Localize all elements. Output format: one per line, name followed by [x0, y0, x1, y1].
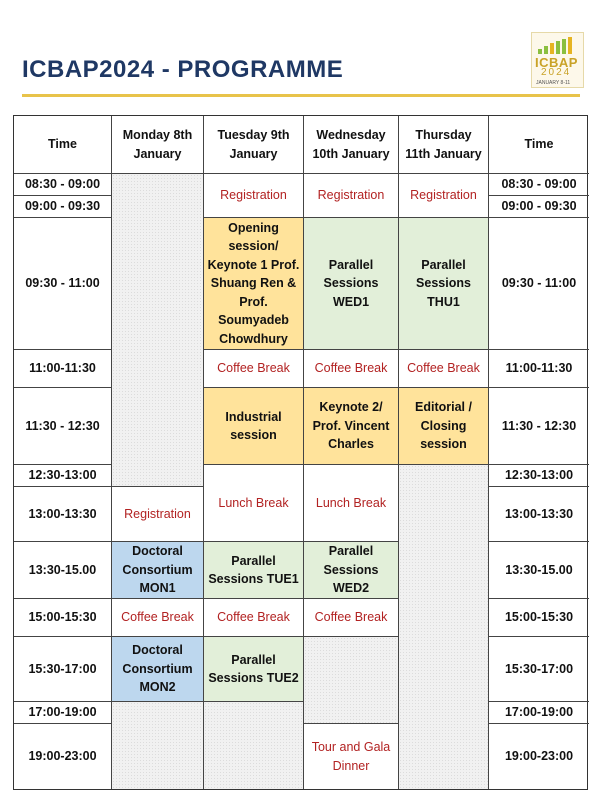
wednesday-parallel-sessions-2: Parallel Sessions WED2: [304, 542, 399, 599]
header-wednesday: Wednesday 10th January: [304, 116, 399, 174]
time-cell: 15:30-17:00: [489, 637, 589, 702]
monday-empty-evening: [112, 702, 204, 789]
wednesday-parallel-sessions-1: Parallel Sessions WED1: [304, 218, 399, 350]
header-time-right: Time: [489, 116, 589, 174]
time-cell: 11:30 - 12:30: [489, 388, 589, 465]
time-cell: 13:00-13:30: [489, 487, 589, 542]
wednesday-coffee-break-2: Coffee Break: [304, 599, 399, 637]
time-cell: 11:00-11:30: [489, 350, 589, 388]
time-cell: 12:30-13:00: [489, 465, 589, 487]
monday-doctoral-consortium-2: Doctoral Consortium MON2: [112, 637, 204, 702]
monday-registration: Registration: [112, 487, 204, 542]
tuesday-parallel-sessions-2: Parallel Sessions TUE2: [204, 637, 304, 702]
time-cell: 13:30-15.00: [14, 542, 112, 599]
time-cell: 12:30-13:00: [14, 465, 112, 487]
thursday-coffee-break: Coffee Break: [399, 350, 489, 388]
monday-empty-slot: [112, 174, 204, 487]
thursday-registration: Registration: [399, 174, 489, 218]
time-cell: 09:00 - 09:30: [14, 196, 112, 218]
header-monday: Monday 8th January: [112, 116, 204, 174]
wednesday-registration: Registration: [304, 174, 399, 218]
time-cell: 08:30 - 09:00: [489, 174, 589, 196]
time-cell: 15:00-15:30: [14, 599, 112, 637]
programme-table: [13, 115, 588, 790]
time-cell: 17:00-19:00: [14, 702, 112, 724]
monday-doctoral-consortium-1: Doctoral Consortium MON1: [112, 542, 204, 599]
time-cell: 15:30-17:00: [14, 637, 112, 702]
time-cell: 09:30 - 11:00: [489, 218, 589, 350]
tuesday-opening-keynote: Opening session/ Keynote 1 Prof. Shuang Ren & Prof. Soumyadeb Chowdhury: [204, 218, 304, 350]
logo-dates: JANUARY 8-11: [536, 80, 571, 86]
wednesday-coffee-break-1: Coffee Break: [304, 350, 399, 388]
tuesday-registration: Registration: [204, 174, 304, 218]
time-cell: 11:00-11:30: [14, 350, 112, 388]
wednesday-lunch-break: Lunch Break: [304, 465, 399, 542]
time-cell: 08:30 - 09:00: [14, 174, 112, 196]
tuesday-parallel-sessions-1: Parallel Sessions TUE1: [204, 542, 304, 599]
time-cell: 17:00-19:00: [489, 702, 589, 724]
wednesday-keynote-2: Keynote 2/ Prof. Vincent Charles: [304, 388, 399, 465]
thursday-closing-session: Editorial / Closing session: [399, 388, 489, 465]
logo-text: ICBAP: [535, 55, 578, 70]
thursday-parallel-sessions-1: Parallel Sessions THU1: [399, 218, 489, 350]
time-cell: 15:00-15:30: [489, 599, 589, 637]
wednesday-gala-dinner: Tour and Gala Dinner: [304, 724, 399, 789]
header-tuesday: Tuesday 9th January: [204, 116, 304, 174]
header-thursday: Thursday 11th January: [399, 116, 489, 174]
logo-bars-icon: [538, 37, 576, 54]
time-cell: 09:00 - 09:30: [489, 196, 589, 218]
monday-coffee-break: Coffee Break: [112, 599, 204, 637]
time-cell: 11:30 - 12:30: [14, 388, 112, 465]
time-cell: 13:00-13:30: [14, 487, 112, 542]
tuesday-empty-evening: [204, 702, 304, 789]
time-cell: 13:30-15.00: [489, 542, 589, 599]
wednesday-empty-afternoon: [304, 637, 399, 724]
tuesday-coffee-break-1: Coffee Break: [204, 350, 304, 388]
thursday-empty-slot: [399, 465, 489, 789]
page-title: ICBAP2024 - PROGRAMME: [22, 56, 344, 83]
logo-year: 2024: [541, 67, 572, 78]
tuesday-industrial-session: Industrial session: [204, 388, 304, 465]
title-underline: [22, 94, 580, 97]
time-cell: 19:00-23:00: [504, 749, 574, 764]
time-cell: 09:30 - 11:00: [14, 218, 112, 350]
conference-logo: [531, 32, 584, 88]
time-cell: 19:00-23:00: [14, 724, 112, 789]
header-time-left: Time: [14, 116, 112, 174]
tuesday-lunch-break: Lunch Break: [204, 465, 304, 542]
tuesday-coffee-break-2: Coffee Break: [204, 599, 304, 637]
